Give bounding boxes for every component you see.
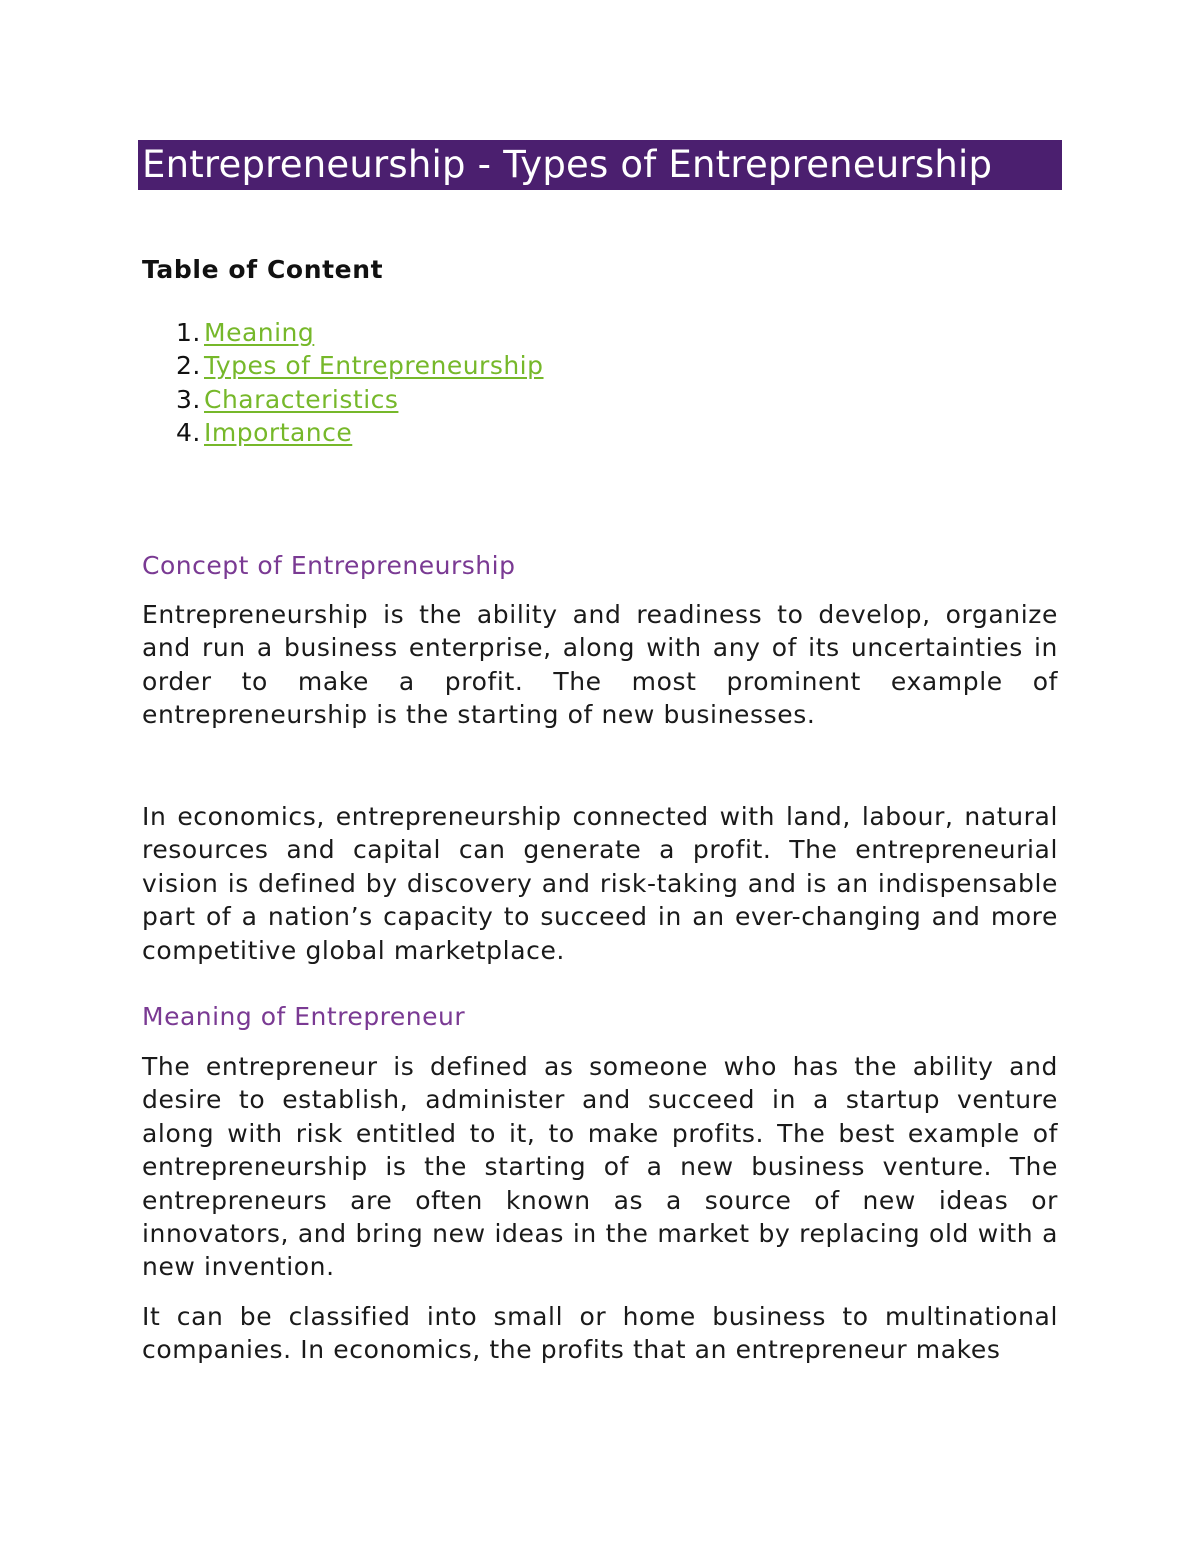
toc-item-number: 2. bbox=[176, 351, 201, 381]
toc-item-importance bbox=[142, 416, 544, 449]
toc-item-meaning bbox=[142, 316, 544, 349]
toc-link-types-of-entrepreneurship[interactable]: Types of Entrepreneurship bbox=[204, 351, 544, 381]
paragraph-concept-2: In economics, entrepreneurship connected with land, labour, natural resources and capital can generate a profit. The entrepreneurial vision is defined by discovery and risk-taking and is an indispensable part of a nation’s capacity to succeed in an ever-changing and more competitive global marketplace. bbox=[142, 802, 1058, 965]
title-banner bbox=[138, 140, 1062, 190]
toc-item-types bbox=[142, 349, 544, 382]
paragraph-meaning-1: The entrepreneur is defined as someone who has the ability and desire to establish, administer and succeed in a startup venture along with risk entitled to it, to make profits. The best example of entrepreneurship is the starting of a new business venture. The entrepreneurs are often known as a source of new ideas or innovators, and bring new ideas in the market by replacing old with a new invention. bbox=[142, 1052, 1058, 1282]
table-of-contents bbox=[142, 316, 544, 449]
toc-item-characteristics bbox=[142, 383, 544, 416]
toc-link-characteristics[interactable]: Characteristics bbox=[204, 384, 399, 414]
toc-item-number: 3. bbox=[176, 384, 201, 414]
section-heading-concept: Concept of Entrepreneurship bbox=[142, 551, 516, 580]
toc-link-meaning[interactable]: Meaning bbox=[204, 318, 315, 347]
paragraph-concept-1: Entrepreneurship is the ability and readiness to develop, organize and run a business enterprise, along with any of its uncertainties in order to make a profit. The most prominent example of entrepreneurship is the starting of new businesses. bbox=[142, 600, 1058, 730]
toc-heading: Table of Content bbox=[142, 255, 384, 284]
toc-item-number: 1. bbox=[176, 318, 201, 347]
toc-link-importance[interactable]: Importance bbox=[204, 417, 353, 447]
document-title: Entrepreneurship - Types of Entrepreneurship bbox=[142, 143, 993, 186]
section-heading-meaning: Meaning of Entrepreneur bbox=[142, 1002, 466, 1031]
toc-item-number: 4. bbox=[176, 417, 201, 447]
paragraph-meaning-2: It can be classified into small or home business to multinational companies. In economics, the profits that an entrepreneur makes bbox=[142, 1302, 1058, 1365]
